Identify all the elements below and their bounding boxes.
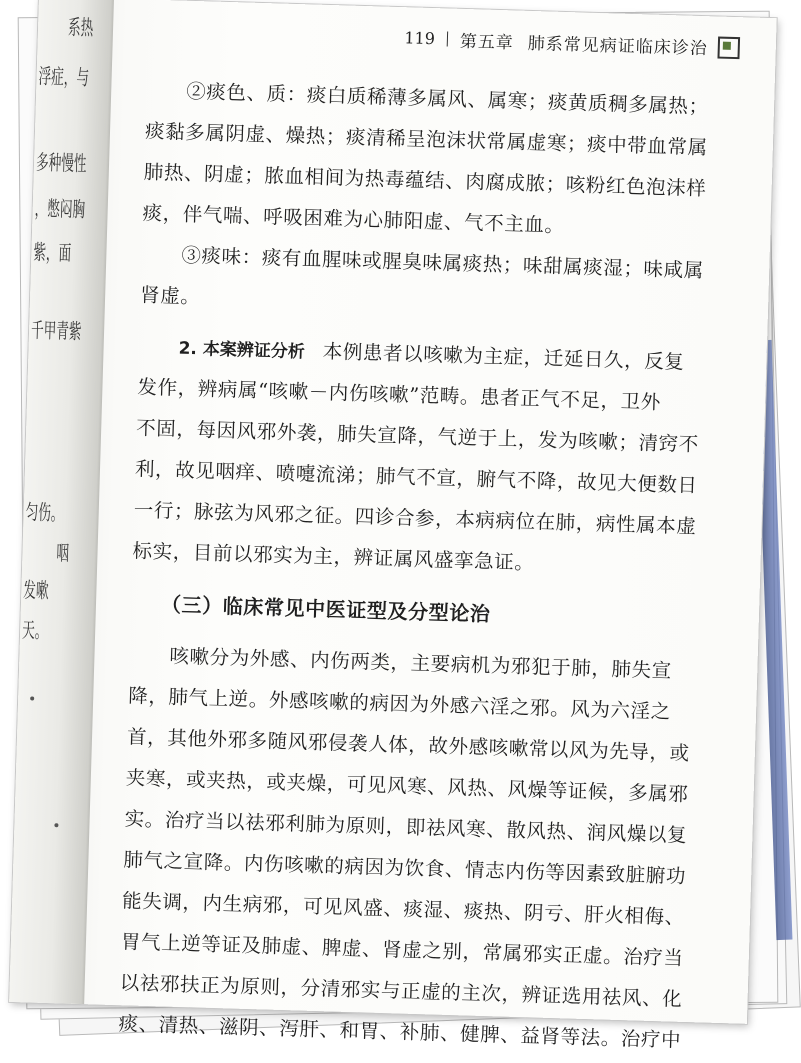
text-line: 降，肺气上逆。外感咳嗽的病因为外感六淫之邪。风为六淫之 (127, 684, 672, 724)
text-line: 夹寒，或夹热，或夹燥，可见风寒、风热、风燥等证候，多属邪 (125, 766, 689, 806)
left-page-fragment: 浮症，与 (38, 64, 90, 90)
text-line: 首，其他外邪多随风邪侵袭人体，故外感咳嗽常以风为先导，或 (126, 725, 690, 765)
left-page-fragment: ，憋闷胸 (34, 196, 86, 222)
text-line: 肺热、阴虚；脓血相间为热毒蕴结、肉腐成脓；咳粉红色泡沫样 (143, 160, 707, 201)
text-line: 肾虚。 (139, 283, 201, 309)
text-line: ②痰色、质：痰白质稀薄多属风、属寒；痰黄质稠多属热； (185, 79, 709, 119)
text-line: 胃气上逆等证及肺虚、脾虚、肾虚之别，常属邪实正虚。治疗当 (120, 930, 684, 970)
text-line: 肺气之宣降。内伤咳嗽的病因为饮食、情志内伤等因素致脏腑功 (123, 848, 687, 888)
left-page-fragment: 咽 (56, 541, 70, 566)
text-line: 痰，伴气喘、呼吸困难为心肺阳虚、气不主血。 (142, 201, 565, 238)
chapter-label: 第五章 (459, 31, 515, 54)
text-line: 标实，目前以邪实为主，辨证属风盛挛急证。 (132, 539, 535, 575)
left-page-fragment: 系热 (67, 15, 94, 40)
text-line: 能失调，内生病邪，可见风盛、痰湿、痰热、阴亏、肝火相侮、 (121, 889, 686, 929)
section-heading: 2. 本案辨证分析 (178, 338, 306, 363)
left-page-fragment: 天。 (21, 618, 48, 643)
chapter-title: 肺系常见病证临床诊治 (527, 33, 709, 60)
book-page (9, 0, 777, 1052)
left-page-mark (54, 823, 58, 827)
text-line: 实。治疗当以祛邪利肺为原则，即祛风寒、散风热、润风燥以复 (124, 807, 688, 847)
text-line: 不固，每因风邪外袭，肺失宣降，气逆于上，发为咳嗽；清窍不 (135, 416, 700, 457)
page-content (118, 18, 740, 1052)
header-divider (447, 31, 448, 46)
text-line: 咳嗽分为外感、内伤两类，主要病机为邪犯于肺，肺失宣 (169, 644, 673, 683)
text-line: 发作，辨病属“咳嗽－内伤咳嗽”范畴。患者正气不足，卫外 (137, 375, 662, 414)
running-header (404, 25, 740, 60)
left-page-mark (30, 696, 34, 700)
section-heading-3: （三）临床常见中医证型及分型论治 (160, 592, 491, 627)
text-line: ③痰味：痰有血腥味或腥臭味属痰热；味甜属痰湿；味咸属 (181, 243, 705, 283)
text-line: 本例患者以咳嗽为主症，迁延日久，反复 (322, 339, 685, 374)
text-line: 以祛邪扶正为原则，分清邪实与正虚的主次，辨证选用祛风、化 (119, 971, 683, 1011)
text-line: 痰、清热、滋阴、泻肝、和胃、补肺、健脾、益肾等法。治疗中 (118, 1012, 682, 1052)
text-line: 痰黏多属阴虚、燥热；痰清稀呈泡沫状常属虚寒；痰中带血常属 (144, 119, 708, 160)
text-line: 一行；脉弦为风邪之征。四诊合参，本病病位在肺，病性属本虚 (133, 498, 697, 539)
page-number: 119 (404, 28, 436, 49)
left-page-fragment: 多种慢性 (35, 150, 87, 176)
left-page-fragment: 紫，面 (33, 240, 72, 266)
left-page-fragment: 千甲青紫 (30, 318, 82, 344)
book-logo-icon (717, 36, 740, 59)
left-page-fragment: 匀伤。 (25, 500, 64, 526)
body-text (118, 70, 739, 1062)
left-page-fragment: 发嗽 (23, 578, 49, 603)
text-line: 利，故见咽痒、喷嚏流涕；肺气不宣，腑气不降，故见大便数日 (134, 457, 698, 498)
